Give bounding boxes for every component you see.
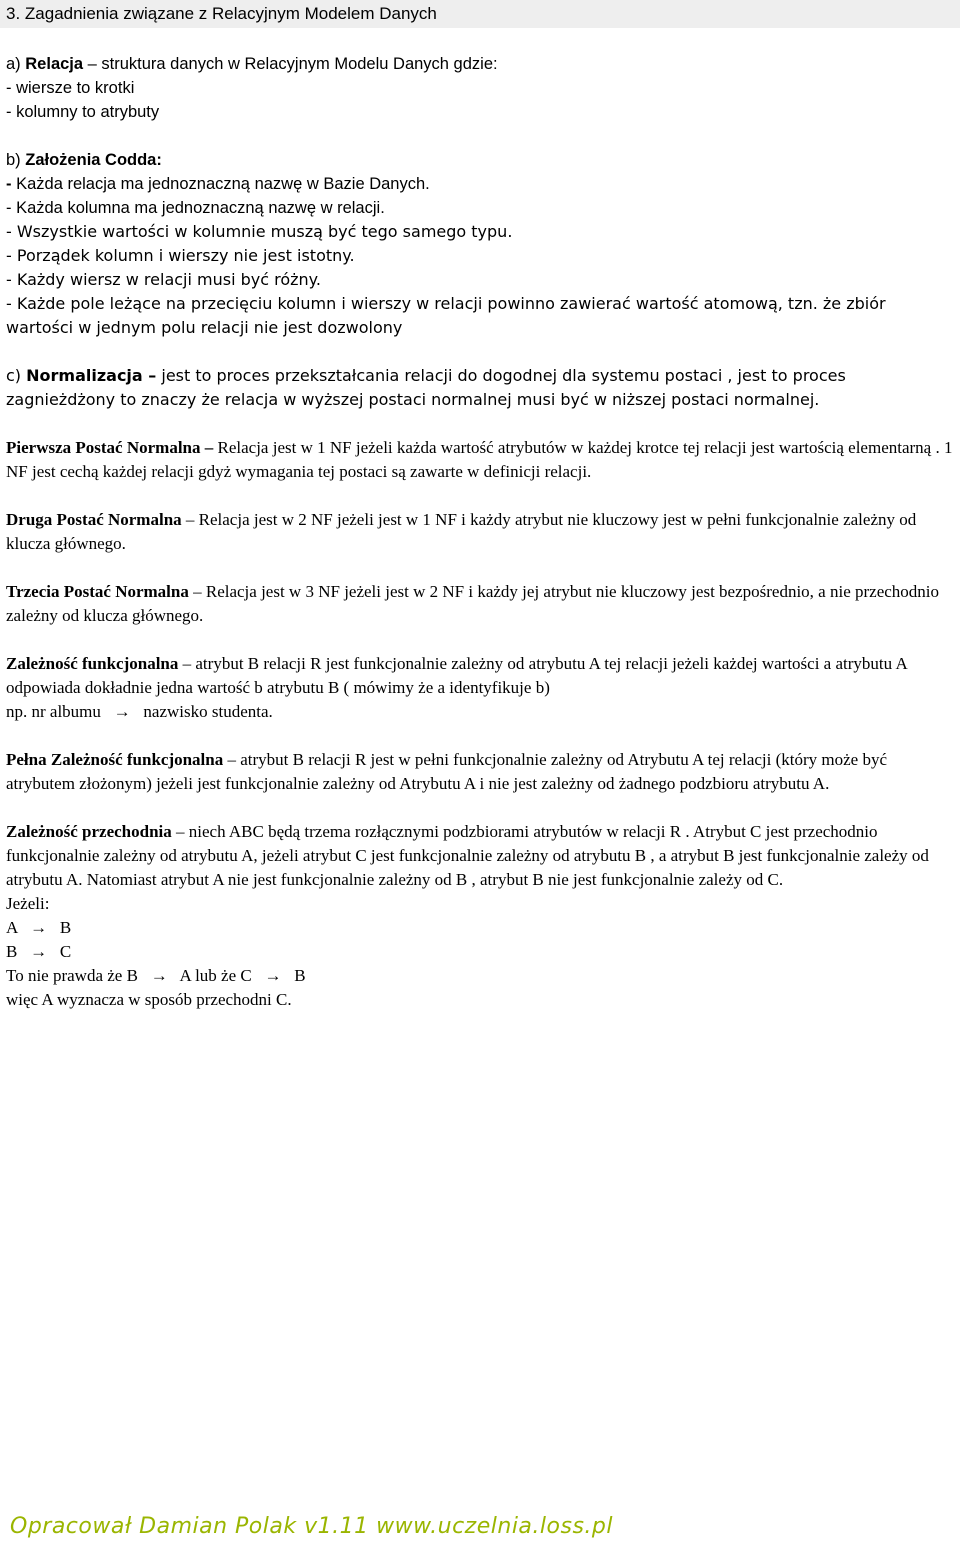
list-item xyxy=(6,172,956,196)
term-relation: Relacja xyxy=(25,55,84,73)
third-normal-form xyxy=(6,580,956,628)
definition-text: – Relacja jest w 3 NF jeżeli jest w 2 NF i każdy jej atrybut nie kluczowy jest bezpośrednio, a nie przechodnio zależny od klucza głównego. xyxy=(6,582,940,625)
definition-text: – niech ABC będą trzema rozłącznymi podzbiorami atrybutów w relacji R . Atrybut C jest przechodnio funkcjonalnie zależny od atrybutu A, jeżeli atrybut C jest funkcjonalnie zależny od atrybutu B , a atrybut B jest funkcjonalnie zależy od atrybutu A. Natomiast atrybut A nie jest funkcjonalnie zależny od B , atrybut B nie jest funkcjonalnie zależy od C. xyxy=(6,822,929,889)
footer-credit: Opracował Damian Polak v1.11 www.uczelnia.loss.pl xyxy=(10,1514,613,1539)
definition-text: – Relacja jest w 2 NF jeżeli jest w 1 NF i każdy atrybut nie kluczowy jest w pełni funkcjonalnie zależny od klucza głównego. xyxy=(6,510,917,553)
list-letter: b) xyxy=(6,151,26,169)
right-arrow-icon: → xyxy=(264,966,282,985)
section-title: 3. Zagadnienia związane z Relacyjnym Modelem Danych xyxy=(0,0,960,28)
document-body xyxy=(6,52,956,1012)
dep-text: A lub że C xyxy=(176,966,256,985)
bullet-dash: - xyxy=(6,175,17,193)
right-arrow-icon: → xyxy=(113,702,131,721)
dep-text: B xyxy=(55,918,72,937)
dep-text: B xyxy=(6,942,22,961)
definition-text: – atrybut B relacji R jest w pełni funkcjonalnie zależny od Atrybutu A tej relacji (który może być atrybutem złożonym) jeżeli jest funkcjonalnie zależny od Atrybutu A i nie jest zależny od żadnego podzbioru atrybutu A. xyxy=(6,750,888,793)
term-codd: Założenia Codda: xyxy=(25,151,162,169)
term-ffd: Pełna Zależność funkcjonalna xyxy=(6,750,224,769)
list-letter: a) xyxy=(6,55,26,73)
right-arrow-icon: → xyxy=(30,918,48,937)
list-item: - wiersze to krotki xyxy=(6,79,135,97)
example-text: nazwisko studenta. xyxy=(139,702,273,721)
definition-text: – struktura danych w Relacyjnym Modelu Danych gdzie: xyxy=(83,55,498,73)
conclusion: więc A wyznacza w sposób przechodni C. xyxy=(6,990,292,1009)
relation-definition xyxy=(6,52,956,76)
list-item: - Każdy wiersz w relacji musi być różny. xyxy=(6,270,321,289)
dependency-line xyxy=(6,940,956,964)
example-text: np. nr albumu xyxy=(6,702,106,721)
list-item: - kolumny to atrybuty xyxy=(6,103,160,121)
if-label: Jeżeli: xyxy=(6,894,50,913)
list-item: - Każda kolumna ma jednoznaczną nazwę w relacji. xyxy=(6,199,385,217)
dependency-line xyxy=(6,964,956,988)
second-normal-form xyxy=(6,508,956,556)
list-item: - Każde pole leżące na przecięciu kolumn i wierszy w relacji powinno zawierać wartość atomową, tzn. że zbiór wartości w jednym polu relacji nie jest dozwolony xyxy=(6,294,886,337)
term-normalization: Normalizacja – xyxy=(26,366,157,385)
full-functional-dependency xyxy=(6,748,956,796)
list-item-text: Każda relacja ma jednoznaczną nazwę w Bazie Danych. xyxy=(16,175,430,193)
dep-text: To nie prawda że B xyxy=(6,966,143,985)
dep-text: A xyxy=(6,918,22,937)
definition-text: jest to proces przekształcania relacji do dogodnej dla systemu postaci , jest to proces zagnieżdżony to znaczy że relacja w wyższej postaci normalnej musi być w niższej postaci normalnej. xyxy=(6,366,846,409)
dep-text: B xyxy=(290,966,306,985)
list-letter: c) xyxy=(6,366,27,385)
term-3nf: Trzecia Postać Normalna xyxy=(6,582,189,601)
codd-heading xyxy=(6,148,956,172)
term-2nf: Druga Postać Normalna xyxy=(6,510,182,529)
normalization-definition xyxy=(6,364,956,412)
fd-example xyxy=(6,700,956,724)
list-item: - Wszystkie wartości w kolumnie muszą być tego samego typu. xyxy=(6,222,513,241)
first-normal-form xyxy=(6,436,956,484)
functional-dependency xyxy=(6,652,956,700)
term-1nf: Pierwsza Postać Normalna – xyxy=(6,438,214,457)
dep-text: C xyxy=(55,942,72,961)
transitive-dependency xyxy=(6,820,956,892)
right-arrow-icon: → xyxy=(30,942,48,961)
dependency-line xyxy=(6,916,956,940)
term-td: Zależność przechodnia xyxy=(6,822,172,841)
term-fd: Zależność funkcjonalna xyxy=(6,654,179,673)
right-arrow-icon: → xyxy=(150,966,168,985)
definition-text: Relacja jest w 1 NF jeżeli każda wartość atrybutów w każdej krotce tej relacji jest wartością elementarną . 1 NF jest cechą każdej relacji gdyż wymagania tej postaci są zawarte w definicji relacji. xyxy=(6,438,953,481)
definition-text: – atrybut B relacji R jest funkcjonalnie zależny od atrybutu A tej relacji jeżeli każdej wartości a atrybutu A odpowiada dokładnie jedna wartość b atrybutu B ( mówimy że a identyfikuje b) xyxy=(6,654,907,697)
list-item: - Porządek kolumn i wierszy nie jest istotny. xyxy=(6,246,355,265)
